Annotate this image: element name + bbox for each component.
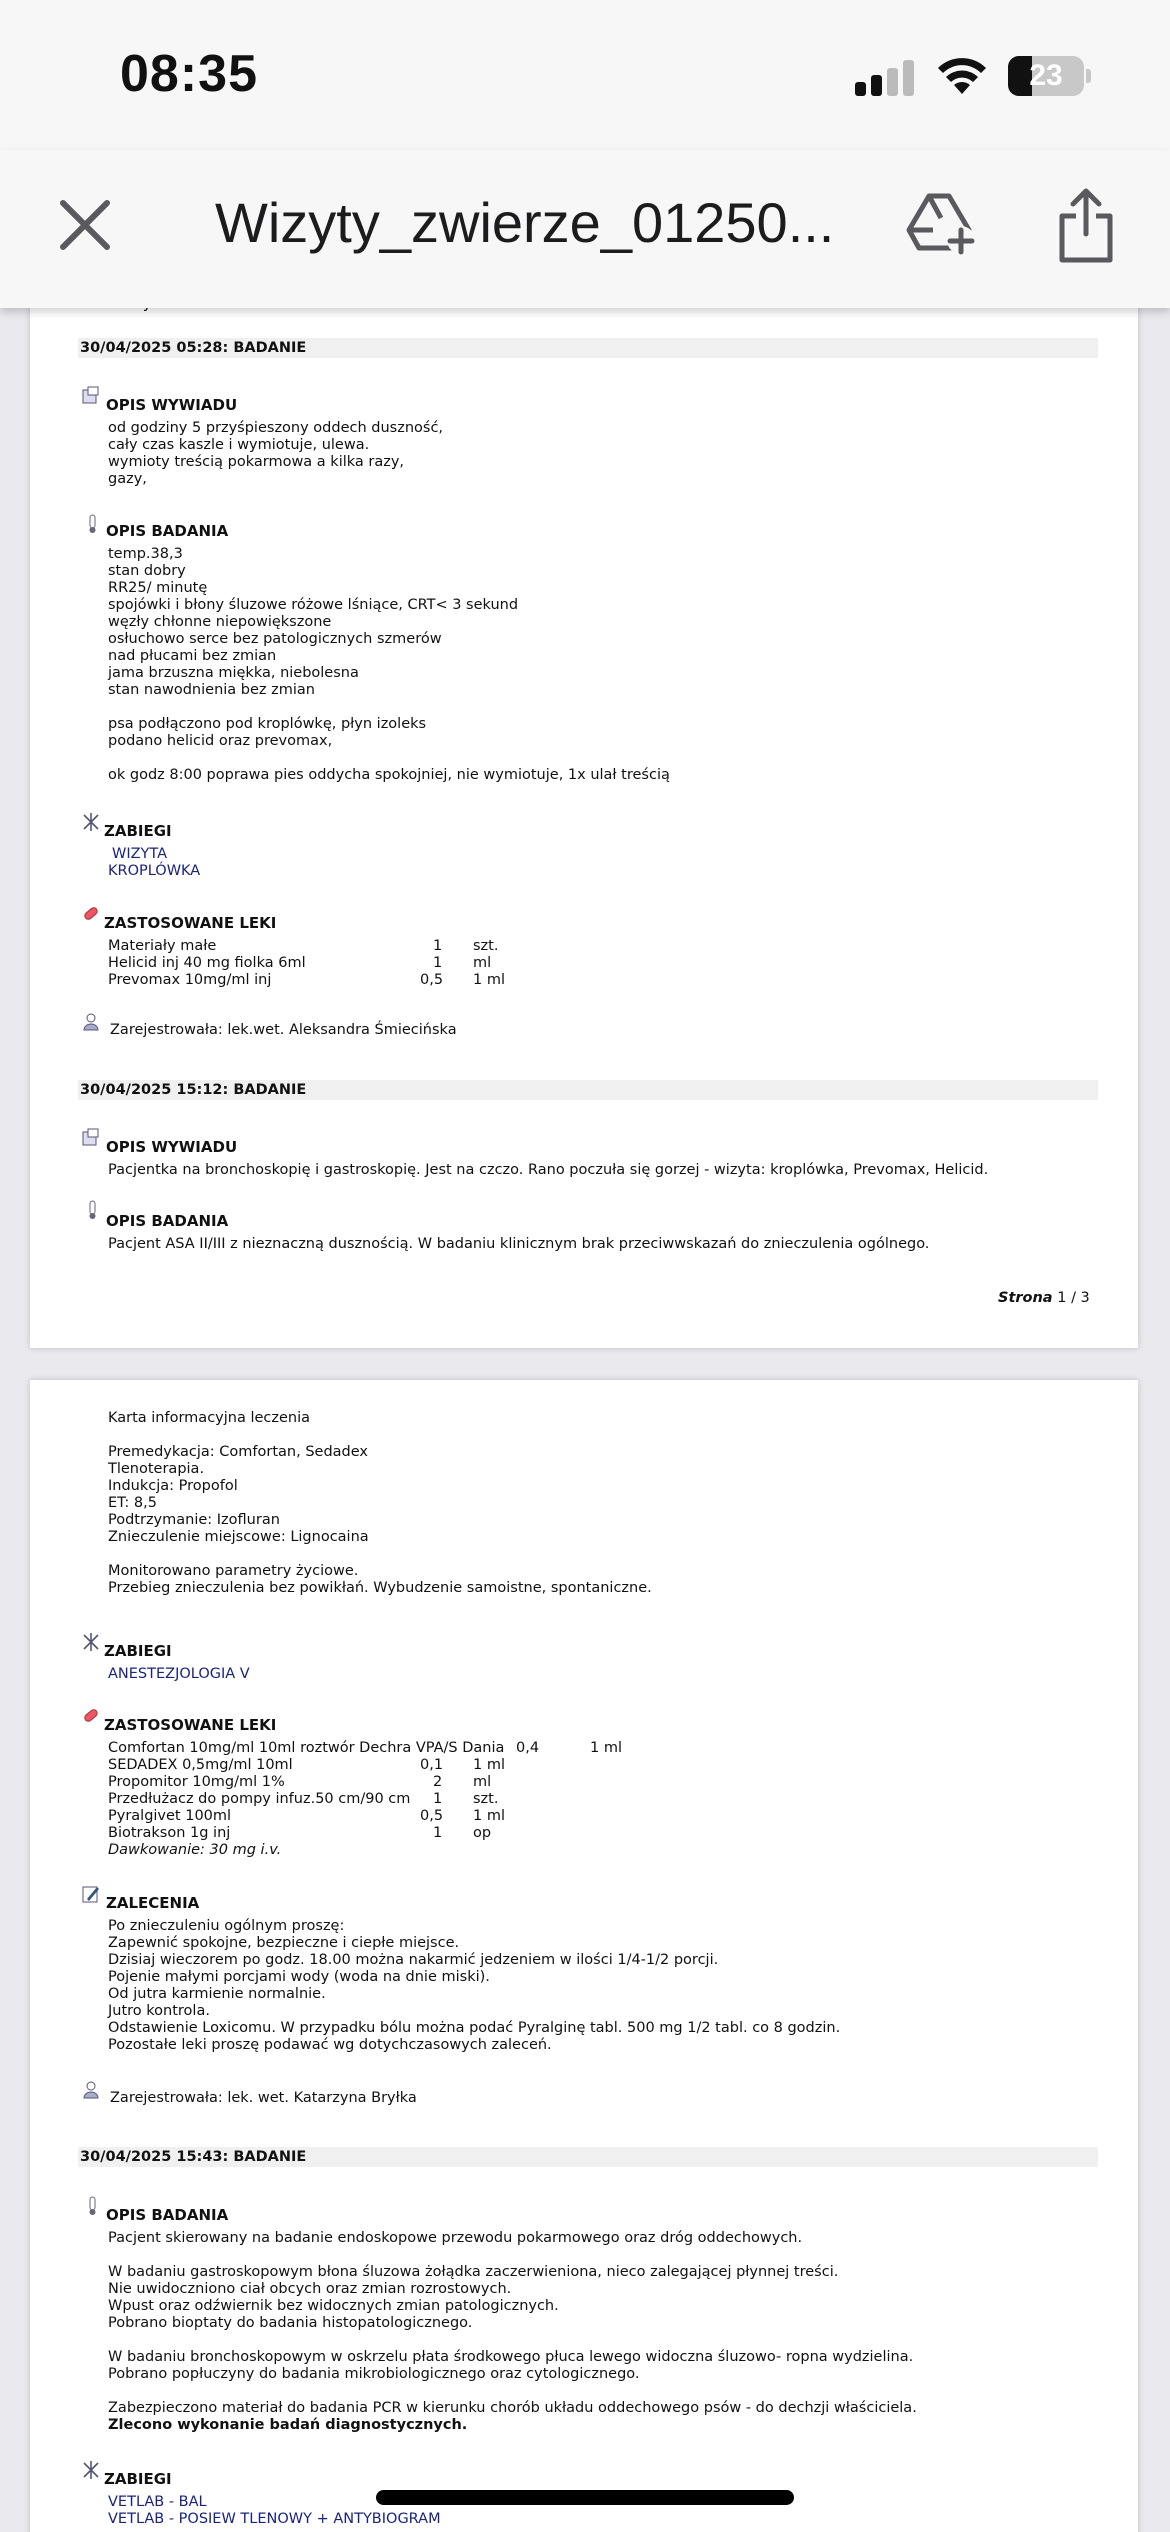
drug-unit: ml <box>473 1774 492 1790</box>
exam-line: Wpust oraz odźwiernik bez widocznych zmian patologicznych. <box>108 2298 559 2314</box>
exam-line: podano helicid oraz prevomax, <box>108 733 333 749</box>
wifi-icon <box>935 52 989 96</box>
drug-name: Helicid inj 40 mg fiolka 6ml <box>108 955 306 971</box>
drug-name: Propomitor 10mg/ml 1% <box>108 1774 285 1790</box>
exam-line: Zabezpieczono materiał do badania PCR w kierunku chorób układu oddechowego psów - do dechzji właściciela. <box>108 2400 917 2416</box>
treatment-line: Tlenoterapia. <box>108 1461 205 1477</box>
interview-icon <box>82 1128 100 1148</box>
drug-name: Pyralgivet 100ml <box>108 1808 232 1824</box>
recommendation-line: Pozostałe leki proszę podawać wg dotychczasowych zaleceń. <box>108 2037 552 2053</box>
drug-name: Materiały małe <box>108 938 217 954</box>
drug-qty: 0,5 <box>420 1808 444 1824</box>
exam-line: psa podłączono pod kroplówkę, płyn izoleks <box>108 716 427 732</box>
page-total: / 3 <box>1071 1290 1090 1306</box>
share-icon[interactable] <box>1056 188 1116 264</box>
registered-by: Zarejestrowała: lek.wet. Aleksandra Śmiecińska <box>110 1022 457 1038</box>
document-title: Wizyty_zwierze_01250... <box>215 191 835 254</box>
section-interview-title: OPIS WYWIADU <box>106 1138 238 1156</box>
thermometer-icon <box>84 514 102 534</box>
viewer-header <box>0 150 1170 308</box>
visit-header: 30/04/2025 15:12: BADANIE <box>78 1080 1098 1100</box>
drug-name: Prevomax 10mg/ml inj <box>108 972 272 988</box>
pill-icon <box>82 1706 100 1726</box>
exam-line: Pacjent ASA II/III z nieznaczną dusznością. W badaniu klinicznym brak przeciwwskazań do znieczulenia ogólnego. <box>108 1236 930 1252</box>
section-procedures-title: ZABIEGI <box>104 2470 172 2488</box>
drug-unit: 1 ml <box>590 1740 622 1756</box>
drug-unit: 1 ml <box>473 1757 505 1773</box>
visit-header: 30/04/2025 15:43: BADANIE <box>78 2147 1098 2167</box>
exam-line: osłuchowo serce bez patologicznych szmerów <box>108 631 442 647</box>
exam-line: spojówki i błony śluzowe różowe lśniące, CRT< 3 sekund <box>108 597 519 613</box>
exam-line: jama brzuszna miękka, niebolesna <box>108 665 359 681</box>
interview-icon <box>82 386 100 406</box>
procedure-icon <box>82 812 100 832</box>
procedure-item: VETLAB - POSIEW TLENOWY + ANTYBIOGRAM <box>108 2511 441 2527</box>
drug-name: Biotrakson 1g inj <box>108 1825 231 1841</box>
drug-qty: 0,5 <box>420 972 444 988</box>
drug-unit: szt. <box>473 1791 499 1807</box>
section-recommendations-title: ZALECENIA <box>106 1894 200 1912</box>
battery-level: 23 <box>1029 59 1063 92</box>
drug-unit: op <box>473 1825 492 1841</box>
drug-qty: 1 <box>433 1791 443 1807</box>
drug-qty: 0,1 <box>420 1757 444 1773</box>
page-label: Strona <box>998 1290 1053 1306</box>
exam-line: stan nawodnienia bez zmian <box>108 682 315 698</box>
recommendation-line: Jutro kontrola. <box>108 2003 210 2019</box>
thermometer-icon <box>84 1200 102 1220</box>
section-exam-title: OPIS BADANIA <box>106 2206 229 2224</box>
exam-line: Nie uwidoczniono ciał obcych oraz zmian rozrostowych. <box>108 2281 512 2297</box>
treatment-line: ET: 8,5 <box>108 1495 157 1511</box>
close-icon[interactable] <box>55 195 115 255</box>
section-procedures-title: ZABIEGI <box>104 822 172 840</box>
battery-icon <box>1008 56 1092 96</box>
interview-line: wymioty treścią pokarmowa a kilka razy, <box>108 454 405 470</box>
section-drugs-title: ZASTOSOWANE LEKI <box>104 1716 277 1734</box>
page-current: 1 <box>1057 1290 1067 1306</box>
cellular-signal-icon <box>855 60 915 96</box>
recommendation-line: Pojenie małymi porcjami wody (woda na dnie miski). <box>108 1969 490 1985</box>
drug-unit: 1 ml <box>473 972 505 988</box>
status-bar <box>0 0 1170 150</box>
procedure-item: KROPLÓWKA <box>108 863 201 879</box>
procedure-item: VETLAB - BAL <box>108 2494 207 2510</box>
exam-line: RR25/ minutę <box>108 580 208 596</box>
status-time: 08:35 <box>120 45 258 103</box>
drug-unit: szt. <box>473 938 499 954</box>
interview-line: cały czas kaszle i wymiotuje, ulewa. <box>108 437 370 453</box>
treatment-line: Premedykacja: Comfortan, Sedadex <box>108 1444 368 1460</box>
page-number <box>998 1290 1090 1306</box>
treatment-line: Przebieg znieczulenia bez powikłań. Wybudzenie samoistne, spontaniczne. <box>108 1580 652 1596</box>
treatment-line: Monitorowano parametry życiowe. <box>108 1563 359 1579</box>
recommendation-line: Odstawienie Loxicomu. W przypadku bólu można podać Pyralginę tabl. 500 mg 1/2 tabl. co 8 godzin. <box>108 2020 841 2036</box>
pill-icon <box>82 904 100 924</box>
interview-line: Pacjentka na bronchoskopię i gastroskopię. Jest na czczo. Rano poczuła się gorzej - wizyta: kroplówka, Prevomax, Helicid. <box>108 1162 989 1178</box>
home-indicator[interactable] <box>376 2490 794 2505</box>
section-drugs-title: ZASTOSOWANE LEKI <box>104 914 277 932</box>
recommendation-line: Dzisiaj wieczorem po godz. 18.00 można nakarmić jedzeniem w ilości 1/4-1/2 porcji. <box>108 1952 719 1968</box>
procedure-icon <box>82 2460 100 2480</box>
recommendation-line: Zapewnić spokojne, bezpieczne i ciepłe miejsce. <box>108 1935 460 1951</box>
drug-name: Przedłużacz do pompy infuz.50 cm/90 cm <box>108 1791 411 1807</box>
exam-line: ok godz 8:00 poprawa pies oddycha spokojniej, nie wymiotuje, 1x ulał treścią <box>108 767 670 783</box>
drug-unit: ml <box>473 955 492 971</box>
section-exam-title: OPIS BADANIA <box>106 1212 229 1230</box>
exam-line: W badaniu bronchoskopowym w oskrzelu płata środkowego płuca lewego widoczna śluzowo- ropna wydzielina. <box>108 2349 914 2365</box>
exam-line-bold: Zlecono wykonanie badań diagnostycznych. <box>108 2417 468 2433</box>
section-exam-title: OPIS BADANIA <box>106 522 229 540</box>
exam-line: nad płucami bez zmian <box>108 648 277 664</box>
drug-name: Comfortan 10mg/ml 10ml roztwór Dechra VPA/S Dania <box>108 1740 505 1756</box>
visit-header: 30/04/2025 05:28: BADANIE <box>78 338 1098 358</box>
treatment-line: Podtrzymanie: Izofluran <box>108 1512 280 1528</box>
treatment-line: Indukcja: Propofol <box>108 1478 238 1494</box>
section-interview-title: OPIS WYWIADU <box>106 396 238 414</box>
recommendation-line: Po znieczuleniu ogólnym proszę: <box>108 1918 345 1934</box>
drug-unit: 1 ml <box>473 1808 505 1824</box>
drug-qty: 1 <box>433 1825 443 1841</box>
exam-line: Pobrano bioptaty do badania histopatologicznego. <box>108 2315 473 2331</box>
treatment-line: Znieczulenie miejscowe: Lignocaina <box>108 1529 369 1545</box>
doctor-icon <box>82 2080 100 2100</box>
registered-by: Zarejestrowała: lek. wet. Katarzyna Bryłka <box>110 2090 417 2106</box>
drug-name: SEDADEX 0,5mg/ml 10ml <box>108 1757 293 1773</box>
exam-line: węzły chłonne niepowiększone <box>108 614 332 630</box>
treatment-line: Karta informacyjna leczenia <box>108 1410 311 1426</box>
interview-line: od godziny 5 przyśpieszony oddech duszność, <box>108 420 444 436</box>
section-procedures-title: ZABIEGI <box>104 1642 172 1660</box>
procedure-item: WIZYTA <box>112 846 168 862</box>
thermometer-icon <box>84 2196 102 2216</box>
pencil-icon <box>82 1884 100 1904</box>
drug-qty: 1 <box>433 955 443 971</box>
exam-line: Pobrano popłuczyny do badania mikrobiologicznego oraz cytologicznego. <box>108 2366 640 2382</box>
exam-line: stan dobry <box>108 563 186 579</box>
procedure-item: ANESTEZJOLOGIA V <box>108 1666 250 1682</box>
drug-qty: 0,4 <box>516 1740 540 1756</box>
dosage-note: Dawkowanie: 30 mg i.v. <box>108 1842 282 1858</box>
drug-qty: 1 <box>433 938 443 954</box>
exam-line: Pacjent skierowany na badanie endoskopowe przewodu pokarmowego oraz dróg oddechowych. <box>108 2230 803 2246</box>
procedure-icon <box>82 1632 100 1652</box>
exam-line: temp.38,3 <box>108 546 183 562</box>
add-to-drive-icon[interactable] <box>905 190 977 256</box>
pdf-page-1 <box>30 300 1138 1348</box>
drug-qty: 2 <box>433 1774 443 1790</box>
exam-line: W badaniu gastroskopowym błona śluzowa żołądka zaczerwieniona, nieco zalegającej płynnej treści. <box>108 2264 839 2280</box>
recommendation-line: Od jutra karmienie normalnie. <box>108 1986 326 2002</box>
pdf-page-2 <box>30 1380 1138 2532</box>
interview-line: gazy, <box>108 471 147 487</box>
doctor-icon <box>82 1012 100 1032</box>
